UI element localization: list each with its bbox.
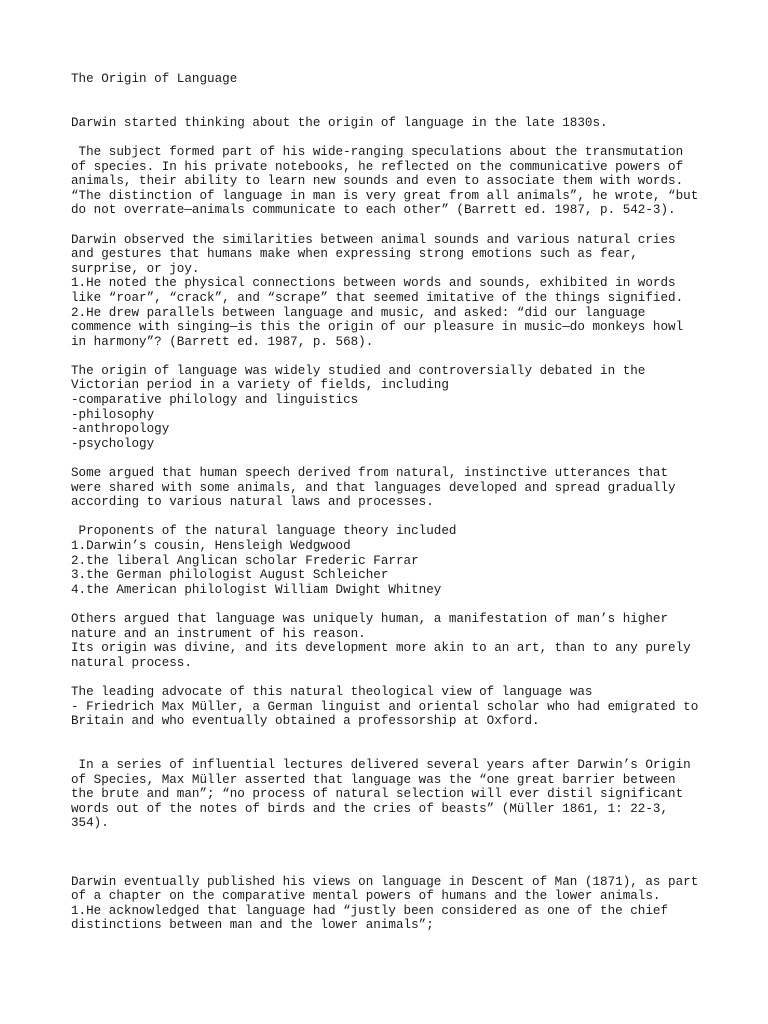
paragraph-line: Darwin observed the similarities between animal sounds and various natural cries	[71, 232, 676, 247]
paragraph	[71, 875, 761, 933]
paragraph-line: were shared with some animals, and that languages developed and spread gradually	[71, 480, 676, 495]
paragraph	[71, 466, 761, 510]
paragraph-line: the brute and man”; “no process of natural selection will ever distil significant	[71, 787, 684, 802]
paragraph-line: animals, their ability to learn new sounds and even to associate them with words.	[71, 174, 684, 189]
paragraph	[71, 233, 761, 350]
paragraph	[71, 758, 761, 831]
paragraph-line: “The distinction of language in man is very great from all animals”, he wrote, “but	[71, 188, 699, 203]
paragraph	[71, 364, 761, 452]
paragraph-line: Victorian period in a variety of fields, including	[71, 378, 449, 393]
paragraph	[71, 685, 761, 729]
list-item: like “roar”, “crack”, and “scrape” that seemed imitative of the things signified.	[71, 290, 684, 305]
paragraph-line: In a series of influential lectures delivered several years after Darwin’s Origin	[71, 757, 691, 772]
list-item: - Friedrich Max Müller, a German linguist and oriental scholar who had emigrated to	[71, 699, 699, 714]
paragraph-line: and gestures that humans make when expressing strong emotions such as fear,	[71, 247, 638, 262]
list-item: in harmony”? (Barrett ed. 1987, p. 568).	[71, 334, 374, 349]
document-title: The Origin of Language	[71, 72, 238, 86]
paragraph-line: Darwin eventually published his views on language in Descent of Man (1871), as part	[71, 874, 699, 889]
paragraph-line: do not overrate—animals communicate to each other” (Barrett ed. 1987, p. 542-3).	[71, 203, 676, 218]
list-item: -psychology	[71, 436, 155, 451]
paragraph-line: 354).	[71, 816, 109, 831]
paragraph-line: Some argued that human speech derived from natural, instinctive utterances that	[71, 466, 669, 481]
list-item: -anthropology	[71, 422, 170, 437]
list-item: 4.the American philologist William Dwight Whitney	[71, 582, 442, 597]
paragraph-line: The leading advocate of this natural theological view of language was	[71, 684, 593, 699]
paragraph-line: of species. In his private notebooks, he reflected on the communicative powers of	[71, 159, 684, 174]
list-item: -philosophy	[71, 407, 155, 422]
paragraph-line: Its origin was divine, and its development more akin to an art, than to any purely	[71, 641, 691, 656]
paragraph-line: distinctions between man and the lower animals”;	[71, 918, 434, 933]
paragraph-line: Proponents of the natural language theory included	[71, 524, 457, 539]
document-page	[71, 72, 761, 933]
list-item: 1.He noted the physical connections between words and sounds, exhibited in words	[71, 276, 676, 291]
paragraph-line: nature and an instrument of his reason.	[71, 626, 366, 641]
paragraph	[71, 612, 761, 670]
paragraph	[71, 524, 761, 597]
paragraph-line: surprise, or joy.	[71, 261, 200, 276]
paragraph-line: natural process.	[71, 655, 192, 670]
list-item: -comparative philology and linguistics	[71, 393, 359, 408]
list-item: 2.He drew parallels between language and music, and asked: “did our language	[71, 305, 646, 320]
list-item: 1.Darwin’s cousin, Hensleigh Wedgwood	[71, 539, 351, 553]
paragraph-line: of a chapter on the comparative mental powers of humans and the lower animals.	[71, 889, 661, 904]
paragraph-line: words out of the notes of birds and the cries of beasts” (Müller 1861, 1: 22-3,	[71, 801, 669, 816]
paragraph-line: according to various natural laws and processes.	[71, 495, 434, 510]
paragraph-line: The subject formed part of his wide-ranging speculations about the transmutation	[71, 144, 684, 159]
list-item: commence with singing—is this the origin of our pleasure in music—do monkeys howl	[71, 320, 684, 335]
paragraph-line: Britain and who eventually obtained a professorship at Oxford.	[71, 714, 540, 729]
paragraph-line: Others argued that language was uniquely human, a manifestation of man’s higher	[71, 611, 669, 626]
paragraph-line: of Species, Max Müller asserted that language was the “one great barrier between	[71, 772, 676, 787]
paragraph	[71, 145, 761, 218]
paragraph-line: Darwin started thinking about the origin of language in the late 1830s.	[71, 115, 608, 130]
paragraph-line: The origin of language was widely studied and controversially debated in the	[71, 363, 646, 378]
list-item: 1.He acknowledged that language had “justly been considered as one of the chief	[71, 903, 669, 918]
list-item: 3.the German philologist August Schleicher	[71, 568, 389, 583]
list-item: 2.the liberal Anglican scholar Frederic Farrar	[71, 553, 419, 568]
